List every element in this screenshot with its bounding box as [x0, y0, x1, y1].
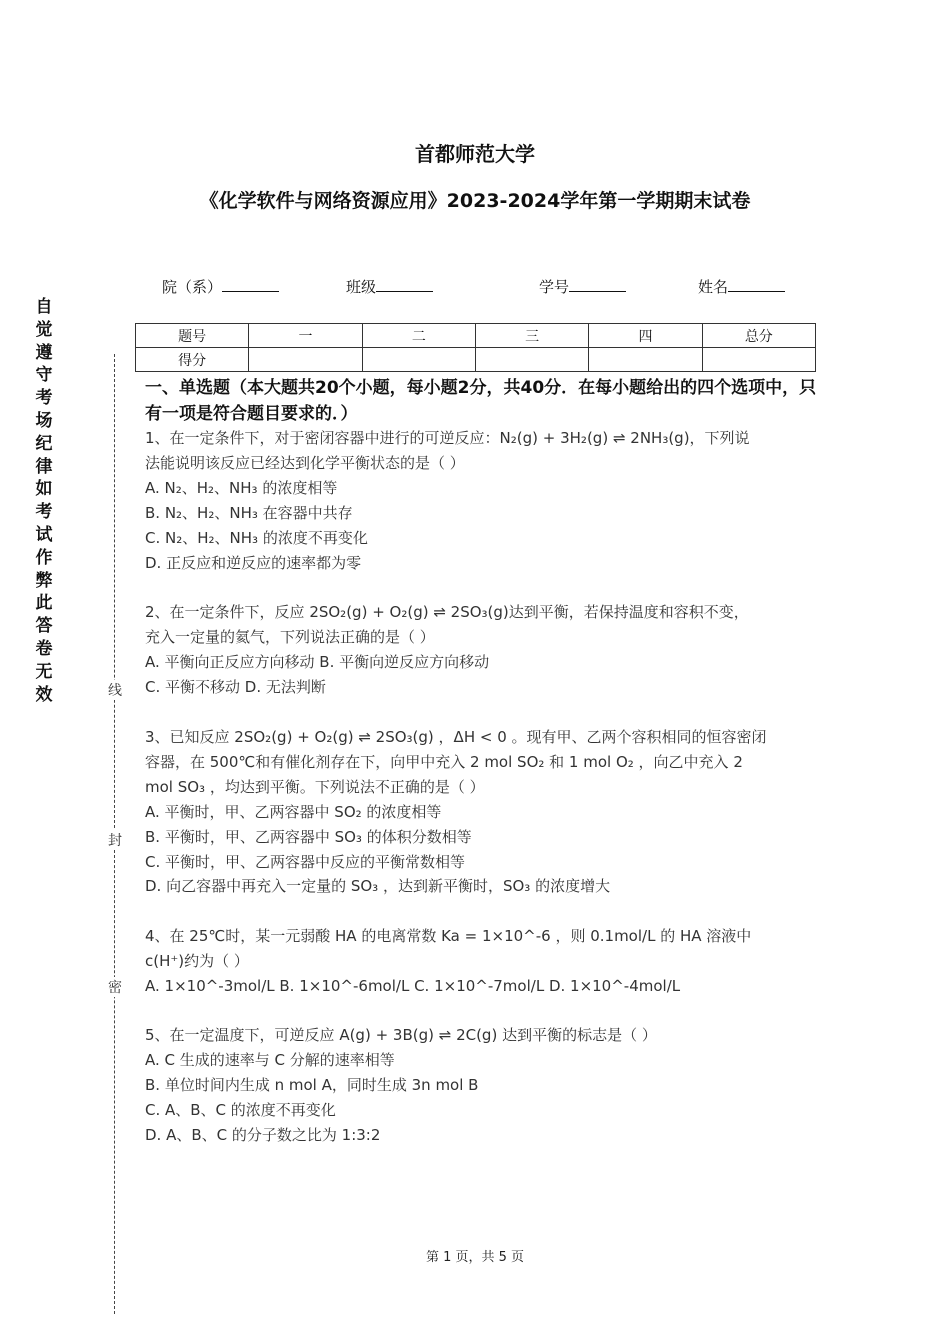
question-stem-line: 3、已知反应 2SO₂(g) + O₂(g) ⇌ 2SO₃(g) ，ΔH < 0 。现有甲、乙两个容积相同的恒容密闭	[145, 728, 767, 746]
score-row-label: 得分	[136, 348, 249, 372]
option-d[interactable]: D. 向乙容器中再充入一定量的 SO₃ ，达到新平衡时，SO₃ 的浓度增大	[145, 877, 611, 896]
question-stem-line: mol SO₃ ，均达到平衡。下列说法不正确的是（ ）	[145, 777, 485, 796]
question-stem-line: 法能说明该反应已经达到化学平衡状态的是（ ）	[145, 453, 465, 472]
class-blank[interactable]	[376, 277, 433, 292]
question-1	[145, 426, 813, 575]
option-line[interactable]: C. 平衡不移动 D. 无法判断	[145, 677, 326, 696]
score-cell[interactable]	[589, 348, 702, 372]
question-3	[145, 725, 813, 899]
score-cell[interactable]	[249, 348, 362, 372]
section-heading: 一、单选题（本大题共20个小题，每小题2分，共40分．在每小题给出的四个选项中，只有一项是符合题目要求的．）	[145, 378, 817, 424]
question-4	[145, 924, 813, 999]
question-stem-line: 5、在一定温度下，可逆反应 A(g) + 3B(g) ⇌ 2C(g) 达到平衡的标志是（ ）	[145, 1026, 657, 1044]
option-b[interactable]: B. 平衡时，甲、乙两容器中 SO₃ 的体积分数相等	[145, 827, 472, 846]
department-field	[162, 276, 279, 297]
option-c[interactable]: C. A、B、C 的浓度不再变化	[145, 1100, 336, 1119]
score-table	[135, 323, 816, 372]
school-name: 首都师范大学	[415, 142, 535, 166]
question-5	[145, 1023, 813, 1148]
score-cell[interactable]	[362, 348, 475, 372]
page-number: 第 1 页，共 5 页	[425, 1250, 525, 1265]
seal-mark-line: 线	[106, 680, 124, 700]
option-d[interactable]: D. A、B、C 的分子数之比为 1:3:2	[145, 1125, 381, 1144]
score-header-cell: 总分	[702, 324, 815, 348]
score-header-cell: 四	[589, 324, 702, 348]
question-stem-line: 2、在一定条件下，反应 2SO₂(g) + O₂(g) ⇌ 2SO₃(g)达到平衡，若保持温度和容积不变，	[145, 603, 749, 621]
option-d[interactable]: D. 正反应和逆反应的速率都为零	[145, 553, 362, 572]
question-2	[145, 600, 813, 700]
seal-mark-seal: 封	[106, 830, 124, 850]
score-table-header-row	[136, 324, 816, 348]
exam-title: 《化学软件与网络资源应用》2023-2024学年第一学期期末试卷	[199, 190, 751, 212]
class-label: 班级	[346, 278, 377, 296]
option-b[interactable]: B. 单位时间内生成 n mol A，同时生成 3n mol B	[145, 1075, 479, 1094]
option-a[interactable]: A. 平衡时，甲、乙两容器中 SO₂ 的浓度相等	[145, 802, 442, 821]
score-header-cell: 一	[249, 324, 362, 348]
name-field	[698, 276, 785, 297]
name-blank[interactable]	[728, 277, 785, 292]
score-cell[interactable]	[475, 348, 588, 372]
question-stem-line: 4、在 25℃时，某一元弱酸 HA 的电离常数 Ka = 1×10^-6 ，则 0.1mol/L 的 HA 溶液中	[145, 927, 752, 945]
score-header-cell: 题号	[136, 324, 249, 348]
question-stem-line: 1、在一定条件下，对于密闭容器中进行的可逆反应：N₂(g) + 3H₂(g) ⇌ 2NH₃(g)，下列说	[145, 429, 750, 447]
option-line[interactable]: A. 平衡向正反应方向移动 B. 平衡向逆反应方向移动	[145, 652, 490, 671]
score-header-cell: 二	[362, 324, 475, 348]
question-stem-line: 容器，在 500℃和有催化剂存在下，向甲中充入 2 mol SO₂ 和 1 mol O₂ ，向乙中充入 2	[145, 752, 743, 771]
question-stem-line: c(H⁺)约为（ ）	[145, 951, 249, 970]
score-cell[interactable]	[702, 348, 815, 372]
student-id-blank[interactable]	[569, 277, 626, 292]
score-table-score-row	[136, 348, 816, 372]
option-b[interactable]: B. N₂、H₂、NH₃ 在容器中共存	[145, 503, 353, 522]
department-label: 院（系）	[162, 278, 223, 296]
seal-mark-secret: 密	[106, 977, 124, 997]
department-blank[interactable]	[222, 277, 279, 292]
side-notice: 自觉遵守考场纪律如考试作弊此答卷无效	[35, 297, 53, 705]
option-c[interactable]: C. 平衡时，甲、乙两容器中反应的平衡常数相等	[145, 852, 466, 871]
student-id-field	[539, 276, 626, 297]
student-id-label: 学号	[539, 278, 570, 296]
class-field	[346, 276, 433, 297]
question-stem-line: 充入一定量的氦气，下列说法正确的是（ ）	[145, 627, 435, 646]
option-a[interactable]: A. C 生成的速率与 C 分解的速率相等	[145, 1050, 395, 1069]
option-line[interactable]: A. 1×10^-3mol/L B. 1×10^-6mol/L C. 1×10^-7mol/L D. 1×10^-4mol/L	[145, 976, 681, 995]
score-header-cell: 三	[475, 324, 588, 348]
option-c[interactable]: C. N₂、H₂、NH₃ 的浓度不再变化	[145, 528, 368, 547]
option-a[interactable]: A. N₂、H₂、NH₃ 的浓度相等	[145, 478, 338, 497]
name-label: 姓名	[698, 278, 729, 296]
